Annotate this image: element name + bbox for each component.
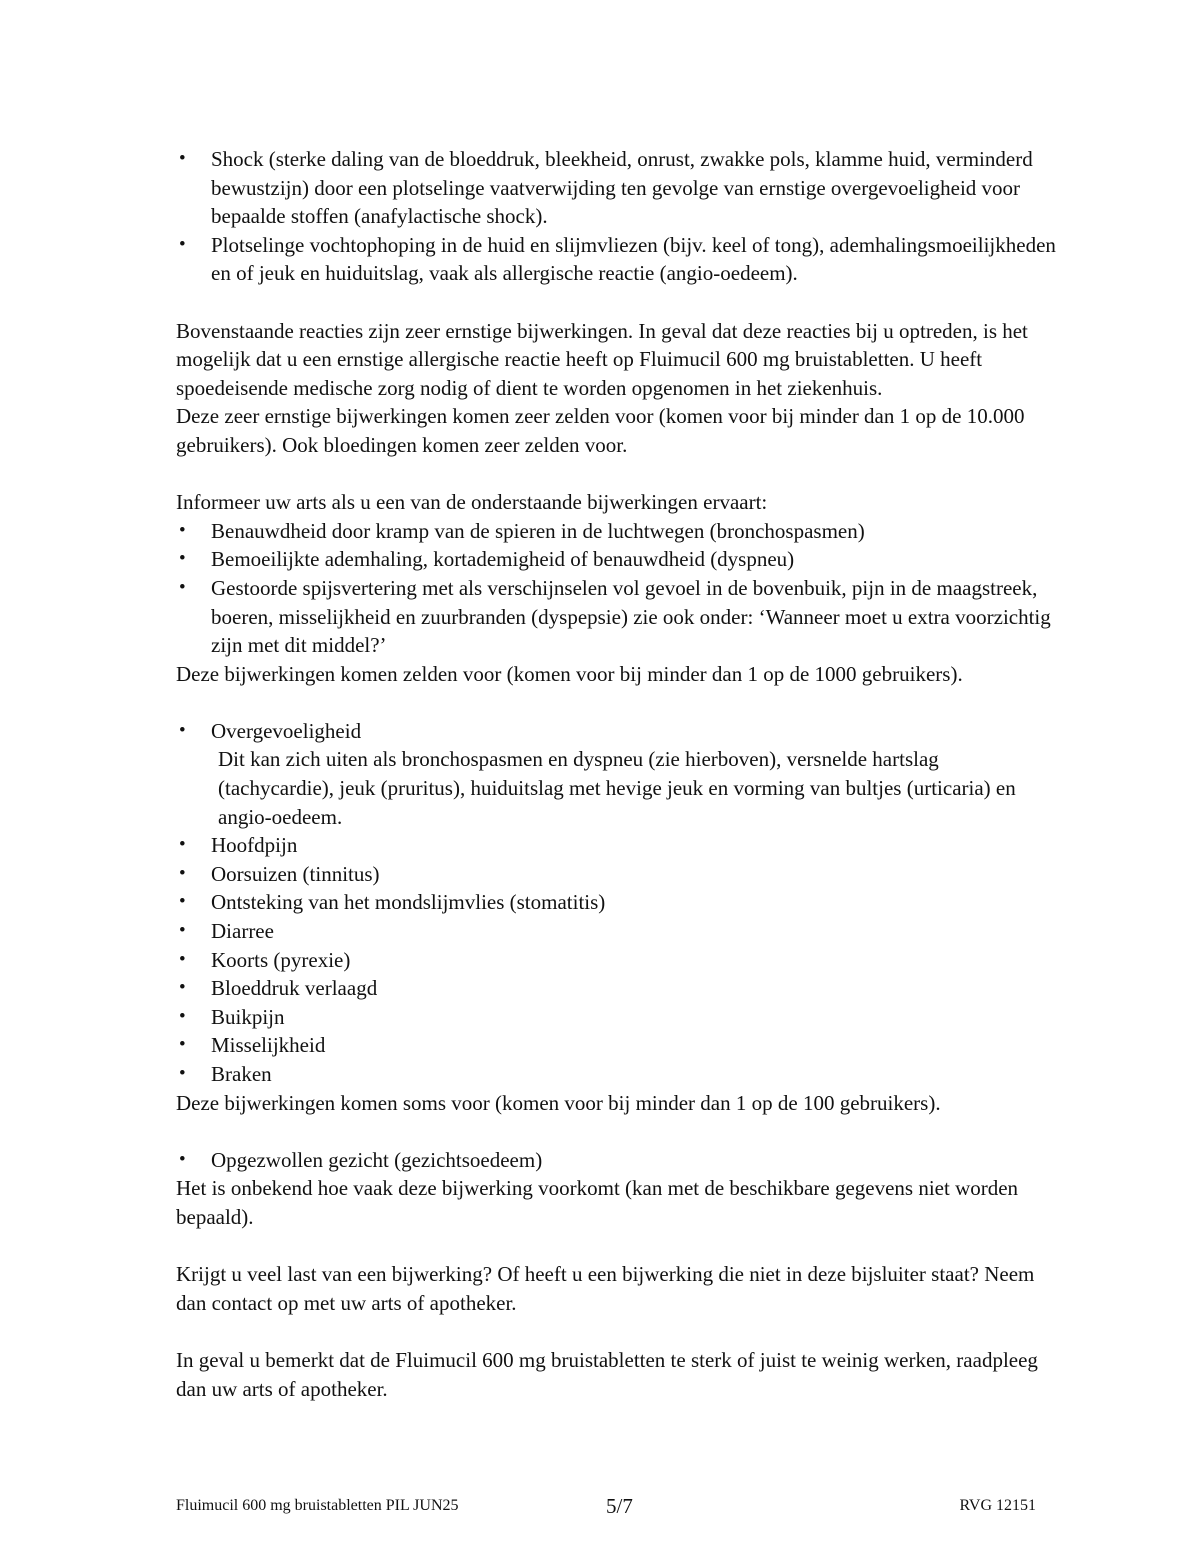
rare-intro: Informeer uw arts als u een van de onderstaande bijwerkingen ervaart: bbox=[176, 490, 768, 515]
list-item: • Shock (sterke daling van de bloeddruk, bleekheid, onrust, zwakke pols, klamme huid, verminderd bewustzijn) door een plotselinge vaatverwijding ten gevolge van ernstige overgevoeligheid voor bepaalde stoffen (anafylactische shock). bbox=[176, 145, 1056, 231]
list-item: • Hoofdpijn bbox=[176, 831, 1056, 860]
rare-reactions-list bbox=[176, 517, 1056, 660]
list-item: • Ontsteking van het mondslijmvlies (stomatitis) bbox=[176, 888, 1056, 917]
rare-frequency-paragraph: Deze bijwerkingen komen zelden voor (komen voor bij minder dan 1 op de 1000 gebruikers). bbox=[176, 661, 963, 686]
list-item: • Diarree bbox=[176, 917, 1056, 946]
list-item: • Bemoeilijkte ademhaling, kortademigheid of benauwdheid (dyspneu) bbox=[176, 545, 1056, 574]
page-content bbox=[176, 145, 1056, 1403]
list-item-label: Overgevoeligheid bbox=[211, 718, 362, 743]
list-item: • Opgezwollen gezicht (gezichtsoedeem) bbox=[176, 1146, 1056, 1175]
contact-paragraph: Krijgt u veel last van een bijwerking? Of heeft u een bijwerking die niet in deze bijsluiter staat? Neem dan contact op met uw arts of apotheker. bbox=[176, 1262, 1035, 1315]
footer-registration-number: RVG 12151 bbox=[959, 1497, 1036, 1514]
list-item: • Koorts (pyrexie) bbox=[176, 946, 1056, 975]
page-number: 5/7 bbox=[606, 1494, 633, 1518]
list-item: • Braken bbox=[176, 1060, 1056, 1089]
unknown-frequency-list bbox=[176, 1146, 1056, 1175]
list-item: • Plotselinge vochtophoping in de huid en slijmvliezen (bijv. keel of tong), ademhalingsmoeilijkheden en of jeuk en huiduitslag, vaak als allergische reactie (angio-oedeem). bbox=[176, 231, 1056, 288]
footer-product-label: Fluimucil 600 mg bruistabletten PIL JUN25 bbox=[176, 1497, 459, 1514]
list-item: • Oorsuizen (tinnitus) bbox=[176, 860, 1056, 889]
severe-reactions-list bbox=[176, 145, 1056, 288]
uncommon-frequency-paragraph: Deze bijwerkingen komen soms voor (komen voor bij minder dan 1 op de 100 gebruikers). bbox=[176, 1090, 941, 1115]
page-footer bbox=[176, 1491, 1036, 1521]
strength-paragraph: In geval u bemerkt dat de Fluimucil 600 mg bruistabletten te sterk of juist te weinig werken, raadpleeg dan uw arts of apotheker. bbox=[176, 1347, 1038, 1401]
severe-frequency-paragraph: Deze zeer ernstige bijwerkingen komen zeer zelden voor (komen voor bij minder dan 1 op de 10.000 gebruikers). Ook bloedingen komen zeer zelden voor. bbox=[176, 404, 1025, 457]
list-item: • Benauwdheid door kramp van de spieren in de luchtwegen (bronchospasmen) bbox=[176, 517, 1056, 546]
severe-paragraph: Bovenstaande reacties zijn zeer ernstige bijwerkingen. In geval dat deze reacties bij u optreden, is het mogelijk dat u een ernstige allergische reactie heeft op Fluimucil 600 mg bruistabletten. U heeft spoedeisende medische zorg nodig of dient te worden opgenomen in het ziekenhuis. bbox=[176, 318, 1028, 400]
unknown-frequency-paragraph: Het is onbekend hoe vaak deze bijwerking voorkomt (kan met de beschikbare gegevens niet worden bepaald). bbox=[176, 1176, 1019, 1229]
list-item: • Bloeddruk verlaagd bbox=[176, 974, 1056, 1003]
list-item: • Buikpijn bbox=[176, 1003, 1056, 1032]
list-item-note: Dit kan zich uiten als bronchospasmen en dyspneu (zie hierboven), versnelde hartslag (tachycardie), jeuk (pruritus), huiduitslag met hevige jeuk en vorming van bultjes (urticaria) en angio-oedeem. bbox=[218, 747, 1016, 829]
list-item: • Gestoorde spijsvertering met als verschijnselen vol gevoel in de bovenbuik, pijn in de maagstreek, boeren, misselijkheid en zuurbranden (dyspepsie) zie ook onder: ‘Wanneer moet u extra voorzichtig zijn met dit middel?’ bbox=[176, 574, 1056, 660]
uncommon-reactions-list bbox=[176, 717, 1056, 1089]
list-item: • Misselijkheid bbox=[176, 1031, 1056, 1060]
list-item bbox=[176, 717, 1056, 831]
